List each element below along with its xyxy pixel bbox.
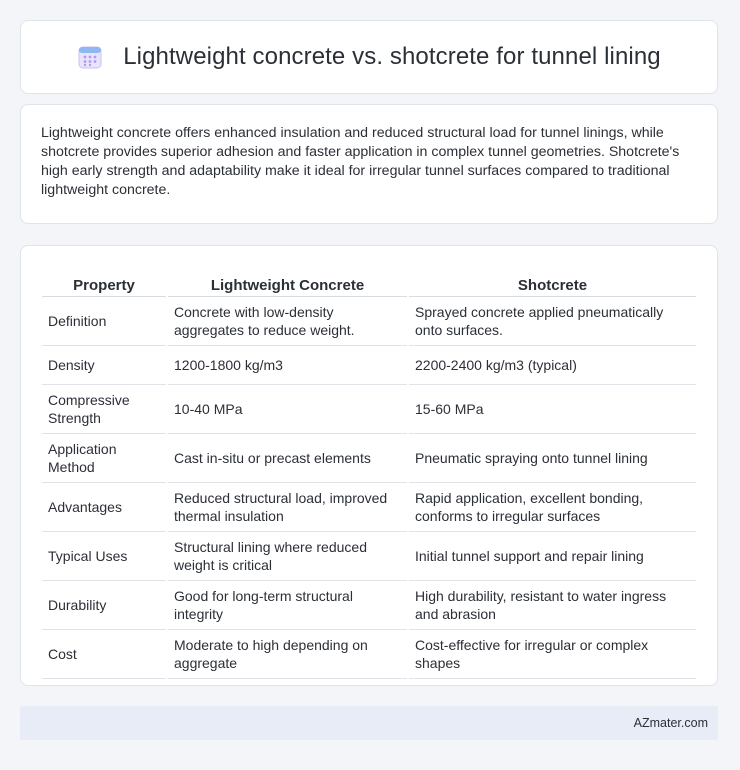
header-property: Property [42, 266, 166, 297]
footer-bar [20, 706, 718, 740]
property-cell: Definition [42, 297, 166, 346]
shotcrete-cell: 15-60 MPa [409, 385, 696, 434]
table-row [42, 385, 696, 434]
title-wrap [77, 43, 661, 71]
lightweight-cell: Moderate to high depending on aggregate [168, 630, 407, 679]
table-row [42, 483, 696, 532]
shotcrete-cell: Rapid application, excellent bonding, conforms to irregular surfaces [409, 483, 696, 532]
property-cell: Application Method [42, 434, 166, 483]
table-row [42, 532, 696, 581]
property-cell: Compressive Strength [42, 385, 166, 434]
calendar-icon [77, 44, 103, 70]
property-cell: Density [42, 346, 166, 385]
property-cell: Typical Uses [42, 532, 166, 581]
comparison-table-card [20, 245, 718, 686]
shotcrete-cell: High durability, resistant to water ingress and abrasion [409, 581, 696, 630]
lightweight-cell: Good for long-term structural integrity [168, 581, 407, 630]
lightweight-cell: 1200-1800 kg/m3 [168, 346, 407, 385]
table-header-row [42, 266, 696, 297]
lightweight-cell: Concrete with low-density aggregates to reduce weight. [168, 297, 407, 346]
lightweight-cell: Cast in-situ or precast elements [168, 434, 407, 483]
shotcrete-cell: Pneumatic spraying onto tunnel lining [409, 434, 696, 483]
table-row [42, 434, 696, 483]
shotcrete-cell: Cost-effective for irregular or complex shapes [409, 630, 696, 679]
header-lightweight-concrete: Lightweight Concrete [168, 266, 407, 297]
page-title: Lightweight concrete vs. shotcrete for tunnel lining [123, 43, 661, 70]
summary-card [20, 104, 718, 224]
comparison-table [40, 266, 698, 679]
lightweight-cell: 10-40 MPa [168, 385, 407, 434]
table-row [42, 297, 696, 346]
shotcrete-cell: 2200-2400 kg/m3 (typical) [409, 346, 696, 385]
lightweight-cell: Reduced structural load, improved thermal insulation [168, 483, 407, 532]
shotcrete-cell: Initial tunnel support and repair lining [409, 532, 696, 581]
table-row [42, 346, 696, 385]
footer-brand: AZmater.com [633, 716, 708, 730]
property-cell: Advantages [42, 483, 166, 532]
property-cell: Durability [42, 581, 166, 630]
title-card [20, 20, 718, 94]
lightweight-cell: Structural lining where reduced weight is critical [168, 532, 407, 581]
summary-text: Lightweight concrete offers enhanced insulation and reduced structural load for tunnel linings, while shotcrete provides superior adhesion and faster application in complex tunnel geometries. Shotcrete's high early strength and adaptability make it ideal for irregular tunnel surfaces compared to traditional lightweight concrete. [41, 125, 680, 198]
table-row [42, 581, 696, 630]
table-row [42, 630, 696, 679]
shotcrete-cell: Sprayed concrete applied pneumatically onto surfaces. [409, 297, 696, 346]
header-shotcrete: Shotcrete [409, 266, 696, 297]
property-cell: Cost [42, 630, 166, 679]
